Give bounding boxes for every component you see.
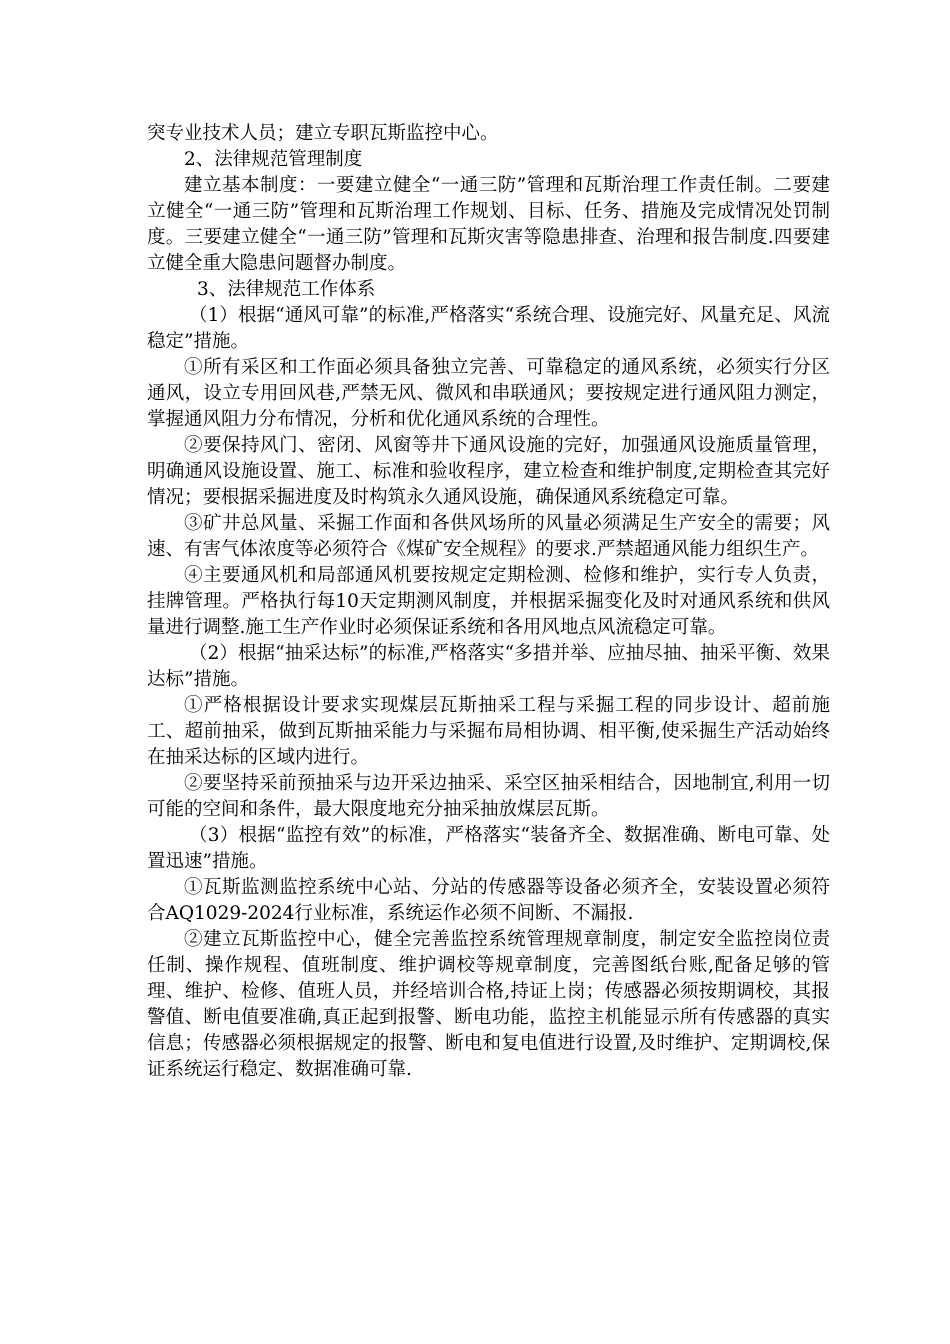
subsection-ventilation: （1）根据“通风可靠”的标准,严格落实“系统合理、设施完好、风量充足、风流稳定”措施。 (147, 305, 830, 352)
paragraph-extraction-2: ②要坚持采前预抽采与边开采边抽采、采空区抽采相结合，因地制宜,利用一切可能的空间和条件，最大限度地充分抽采抽放煤层瓦斯。 (147, 773, 830, 820)
subsection-monitoring: （3）根据“监控有效”的标准，严格落实“装备齐全、数据准确、断电可靠、处置迅速”措施。 (147, 825, 830, 872)
paragraph-monitoring-1: ①瓦斯监测监控系统中心站、分站的传感器等设备必须齐全，安装设置必须符合AQ1029-2024行业标准，系统运作必须不间断、不漏报. (147, 877, 830, 924)
section-heading-3: 3、法律规范工作体系 (197, 279, 376, 300)
paragraph-ventilation-2: ②要保持风门、密闭、风窗等井下通风设施的完好，加强通风设施质量管理，明确通风设施设置、施工、标准和验收程序，建立检查和维护制度,定期检查其完好情况；要根据采掘进度及时构筑永久通风设施，确保通风系统稳定可靠。 (147, 435, 830, 508)
subsection-extraction: （2）根据“抽采达标”的标准,严格落实“多措并举、应抽尽抽、抽采平衡、效果达标”措施。 (147, 643, 830, 690)
section-heading-2: 2、法律规范管理制度 (184, 149, 363, 170)
paragraph-ventilation-4: ④主要通风机和局部通风机要按规定定期检测、检修和维护，实行专人负责，挂牌管理。严格执行每10天定期测风制度，并根据采掘变化及时对通风系统和供风量进行调整.施工生产作业时必须保证系统和各用风地点风流稳定可靠。 (147, 565, 830, 638)
paragraph-continuation: 突专业技术人员；建立专职瓦斯监控中心。 (147, 123, 499, 144)
paragraph-ventilation-3: ③矿井总风量、采掘工作面和各供风场所的风量必须满足生产安全的需要；风速、有害气体浓度等必须符合《煤矿安全规程》的要求.严禁超通风能力组织生产。 (147, 513, 830, 560)
paragraph-monitoring-2: ②建立瓦斯监控中心，健全完善监控系统管理规章制度，制定安全监控岗位责任制、操作规程、值班制度、维护调校等规章制度，完善图纸台账,配备足够的管理、维护、检修、值班人员，并经培训合格,持证上岗；传感器必须按期调校，其报警值、断电值要准确,真正起到报警、断电功能，监控主机能显示所有传感器的真实信息；传感器必须根据规定的报警、断电和复电值进行设置,及时维护、定期调校,保证系统运行稳定、数据准确可靠. (147, 929, 830, 1080)
document-body (147, 121, 830, 1083)
paragraph-ventilation-1: ①所有采区和工作面必须具备独立完善、可靠稳定的通风系统，必须实行分区通风，设立专用回风巷,严禁无风、微风和串联通风；要按规定进行通风阻力测定，掌握通风阻力分布情况，分析和优化通风系统的合理性。 (147, 357, 830, 430)
paragraph-basic-system: 建立基本制度：一要建立健全“一通三防”管理和瓦斯治理工作责任制。二要建立健全“一通三防”管理和瓦斯治理工作规划、目标、任务、措施及完成情况处罚制度。三要建立健全“一通三防”管理和瓦斯灾害等隐患排查、治理和报告制度.四要建立健全重大隐患问题督办制度。 (147, 175, 830, 274)
paragraph-extraction-1: ①严格根据设计要求实现煤层瓦斯抽采工程与采掘工程的同步设计、超前施工、超前抽采，做到瓦斯抽采能力与采掘布局相协调、相平衡,使采掘生产活动始终在抽采达标的区域内进行。 (147, 695, 830, 768)
